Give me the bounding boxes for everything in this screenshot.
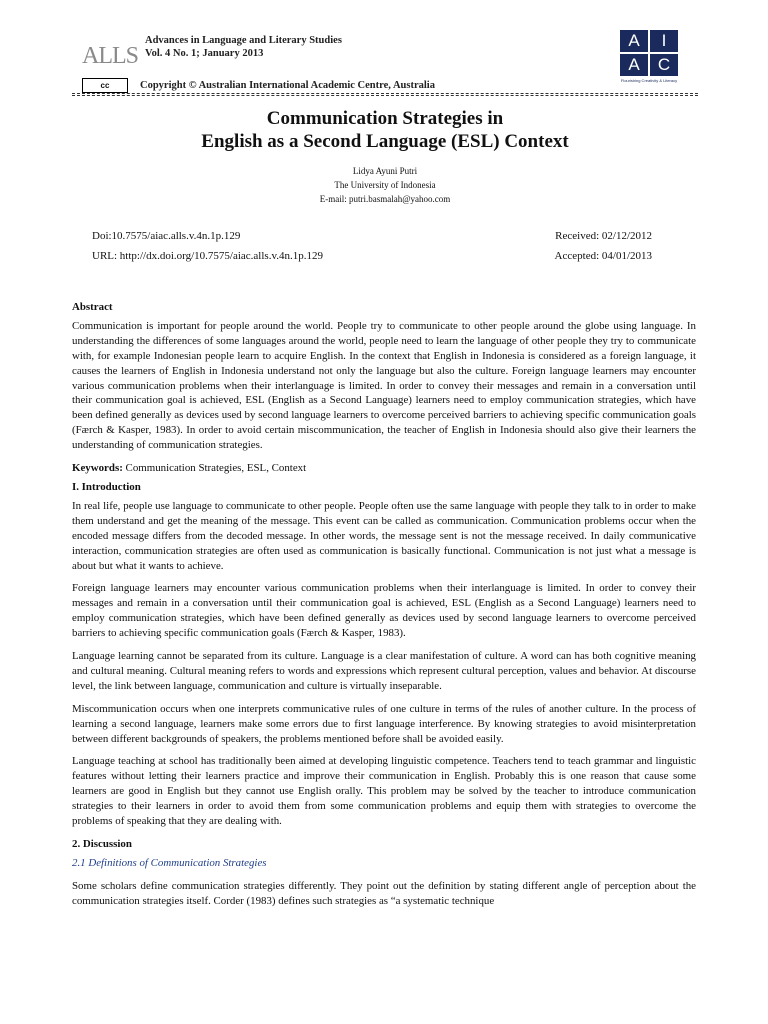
article-url[interactable]: URL: http://dx.doi.org/10.7575/aiac.alls.v.4n.1p.129 <box>92 250 323 262</box>
creative-commons-icon: cc <box>82 78 128 93</box>
journal-header <box>72 30 698 100</box>
author-block <box>72 164 698 206</box>
journal-volume: Vol. 4 No. 1; January 2013 <box>145 48 264 59</box>
keywords-text: Communication Strategies, ESL, Context <box>122 462 307 475</box>
paragraph: In real life, people use language to communicate to other people. People often use the same language with people they talk to in order to make them understand and get the meaning of the message. This event can be called as communication. Communication problems occur when the encoded message differs from the decoded message. In other words, the message sent is not the message received. In daily communicative interaction, communication strategies are often used as communication is basically functional. Communication is not just what a message is about but what it wants to achieve. <box>72 499 696 572</box>
paragraph: Miscommunication occurs when one interprets communicative rules of one culture in terms of the rules of another culture. In the process of learning a second language, learners make some errors due to first language interference. By knowing strategies to avoid misinterpretation between different backgrounds of speakers, the problems mentioned before shall be avoided easily. <box>72 702 696 745</box>
paragraph: Foreign language learners may encounter various communication problems when their interlanguage is limited. In order to convey their messages and remain in a conversation until their communication goal is achieved, ESL (English as a Second Language) learners need to employ communication strategies, which have been defined generally as devices used by second language learners to overcome perceived barriers to achieving specific communication goals (Færch & Kasper, 1983). <box>72 582 696 640</box>
paragraph: Language teaching at school has traditionally been aimed at developing linguistic competence. Teachers tend to teach grammar and linguistic features without letting their learners practice and improve their communication in English. Probably this is one reason that cause some learners are good in English but they cannot use English orally. This problem may be solved by the teacher to introduce communication strategies to their learners in order to avoid them from some communication problems and equip them with strategies to overcome the problems of speaking that they are dealing with. <box>72 755 696 828</box>
subsection-heading: 2.1 Definitions of Communication Strategies <box>72 856 267 869</box>
section-heading: I. Introduction <box>72 480 141 493</box>
aiac-logo-letter: A <box>620 54 648 76</box>
author-email: E-mail: putri.basmalah@yahoo.com <box>319 194 451 204</box>
doi: Doi:10.7575/aiac.alls.v.4n.1p.129 <box>92 230 241 242</box>
keywords <box>72 461 696 476</box>
paragraph: Language learning cannot be separated from its culture. Language is a clear manifestation of culture. A word can has both cognitive meaning and cultural meaning. Cultural meaning refers to words and expressions which represent cultural perception, values and behavior. At discourse level, the link between language, communication and culture is virtually inseparable. <box>72 650 696 692</box>
journal-info <box>145 34 342 60</box>
title-line: Communication Strategies in <box>266 108 504 129</box>
author-name: Lidya Ayuni Putri <box>352 166 418 176</box>
keywords-label: Keywords: <box>72 462 123 475</box>
alls-logo: ALLS <box>82 43 138 69</box>
section-heading: 2. Discussion <box>72 838 132 850</box>
abstract-heading: Abstract <box>72 301 113 313</box>
title-line: English as a Second Language (ESL) Context <box>201 131 569 152</box>
article-body <box>72 300 696 917</box>
aiac-logo-letter: A <box>620 30 648 52</box>
author-affiliation: The University of Indonesia <box>334 180 436 190</box>
aiac-logo-letter: C <box>650 54 678 76</box>
received-date: Received: 02/12/2012 <box>555 230 652 242</box>
accepted-date: Accepted: 04/01/2013 <box>554 250 652 262</box>
aiac-logo-letter: I <box>650 30 678 52</box>
paper-title <box>72 107 698 153</box>
aiac-logo <box>620 30 678 83</box>
aiac-tagline: Flourishing Creativity & Literacy <box>620 78 678 83</box>
header-rule <box>72 95 698 96</box>
article-meta <box>92 226 652 266</box>
copyright-notice: Copyright © Australian International Academic Centre, Australia <box>140 80 435 91</box>
paragraph: Some scholars define communication strategies differently. They point out the definition by stating different angle of perception about the communication strategies itself. Corder (1983) defines such strategies as “a systematic technique <box>72 879 696 907</box>
abstract-text: Communication is important for people around the world. People try to communicate to other people around the globe using language. In understanding the differences of some languages around the world, people need to learn the language of other people they try to communicate with, for example Indonesian people learn to acquire English. In the context that English in Indonesia is considered as a foreign language, it causes the learners of English in Indonesia understand not only the language but also the culture. Foreign language learners may encounter various communication problems when their interlanguage is limited. In order to convey their messages and remain in a conversation until their communication goal is achieved, ESL (English as a Second Language) learners need to employ communication strategies, which have been defined generally as devices used by second language learners to overcome perceived barriers to achieving specific communication goals (Færch & Kasper, 1983). In order to avoid certain miscommunication, the teacher of English in Indonesia should also give their learners the understanding of communication strategies. <box>72 319 696 452</box>
header-rule <box>72 93 698 94</box>
journal-name: Advances in Language and Literary Studies <box>145 35 342 46</box>
